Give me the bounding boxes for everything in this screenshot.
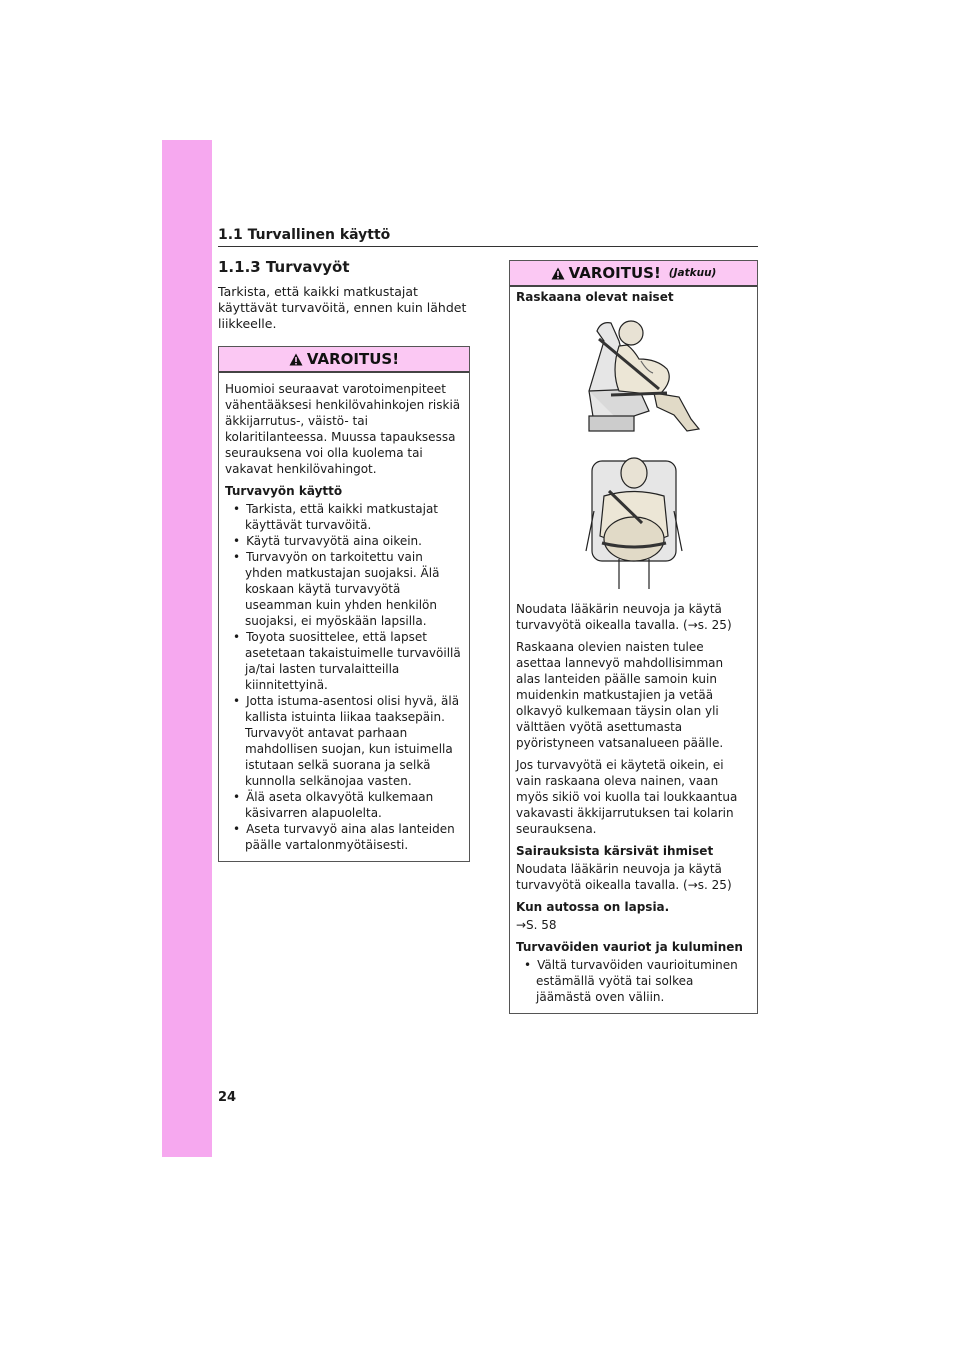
warning-subheading: Turvavyön käyttö (225, 484, 343, 498)
heading-ill: Sairauksista kärsivät ihmiset (516, 844, 714, 858)
warning-list (225, 501, 463, 853)
list-item: • Tarkista, että kaikki matkustajat käyttävät turvavöitä. (225, 501, 463, 533)
illustration-front-view (564, 451, 704, 591)
list-item: • Älä aseta olkavyötä kulkemaan käsivarren alapuolelta. (225, 789, 463, 821)
heading-children: Kun autossa on lapsia. (516, 900, 670, 914)
list-item: • Aseta turvavyö aina alas lanteiden päälle vartalonmyötäisesti. (225, 821, 463, 853)
chapter-side-tab (162, 140, 212, 1157)
page-number: 24 (218, 1090, 237, 1105)
warning-body (219, 373, 469, 861)
illustration-pregnant-seated-side (516, 311, 751, 441)
heading-pregnant: Raskaana olevat naiset (516, 290, 674, 304)
list-item: • Käytä turvavyötä aina oikein. (225, 533, 463, 549)
ill-advice: Noudata lääkärin neuvoja ja käytä turvavyötä oikealla tavalla. (→s. 25) (516, 862, 732, 892)
warning-label: VAROITUS! (306, 350, 400, 368)
warning-label: VAROITUS! (568, 264, 661, 282)
pregnant-advice: Noudata lääkärin neuvoja ja käytä turvavyötä oikealla tavalla. (→s. 25) (516, 602, 732, 632)
list-item: • Turvavyön on tarkoitettu vain yhden matkustajan suojaksi. Älä koskaan käytä turvavyötä useamman kuin yhden henkilön suojaksi, ei myöskään lapsilla. (225, 549, 463, 629)
right-column (509, 260, 758, 1014)
continued-label: (Jatkuu) (668, 267, 717, 279)
warning-box-continued (509, 260, 758, 1014)
left-column (218, 258, 470, 862)
list-item: • Toyota suosittelee, että lapset asetetaan takaistuimelle turvavöillä ja/tai lasten turvalaitteilla kiinnitettyinä. (225, 629, 463, 693)
warning-header (510, 261, 757, 287)
children-reference: →S. 58 (516, 918, 557, 932)
list-item: • Vältä turvavöiden vaurioituminen estämällä vyötä tai solkea jäämästä oven väliin. (516, 957, 751, 1005)
warning-text: Huomioi seuraavat varotoimenpiteet vähentääksesi henkilövahinkojen riskiä äkkijarrutus-, väistö- tai kolaritilanteessa. Muussa tapauksessa seurauksena voi olla kuolema tai vakavat henkilövahingot. (225, 382, 461, 476)
illustration-side-view (549, 311, 719, 441)
warning-body (510, 287, 757, 1013)
warning-header (219, 347, 469, 373)
warning-icon (551, 267, 565, 280)
warning-icon (289, 353, 303, 366)
section-title: 1.1.3 Turvavyöt (218, 258, 350, 276)
warning-box (218, 346, 470, 862)
intro-text: Tarkista, että kaikki matkustajat käyttävät turvavöitä, ennen kuin lähdet liikkeelle. (218, 284, 467, 331)
pregnant-risk: Jos turvavyötä ei käytetä oikein, ei vain raskaana oleva nainen, vaan myös sikiö voi kuolla tai loukkaantua vakavasti äkkijarrutuksen tai kolarin seurauksena. (516, 758, 738, 836)
list-item: • Jotta istuma-asentosi olisi hyvä, älä kallista istuinta liikaa taaksepäin. Turvavyöt antavat parhaan mahdollisen suojan, kun istuimella istutaan selkä suorana ja selkä kunnolla selkänojaa vasten. (225, 693, 463, 789)
pregnant-instructions: Raskaana olevien naisten tulee asettaa lannevyö mahdollisimman alas lanteiden päälle samoin kuin muidenkin matkustajien ja vetää olkavyö kulkemaan täysin olan yli välttäen vyötä asettumasta pyöristyneen vatsanalueen päälle. (516, 640, 724, 750)
heading-damage: Turvavöiden vauriot ja kuluminen (516, 940, 743, 954)
section-header: 1.1 Turvallinen käyttö (218, 226, 758, 247)
damage-list (516, 957, 751, 1005)
illustration-pregnant-seated-front (516, 451, 751, 591)
